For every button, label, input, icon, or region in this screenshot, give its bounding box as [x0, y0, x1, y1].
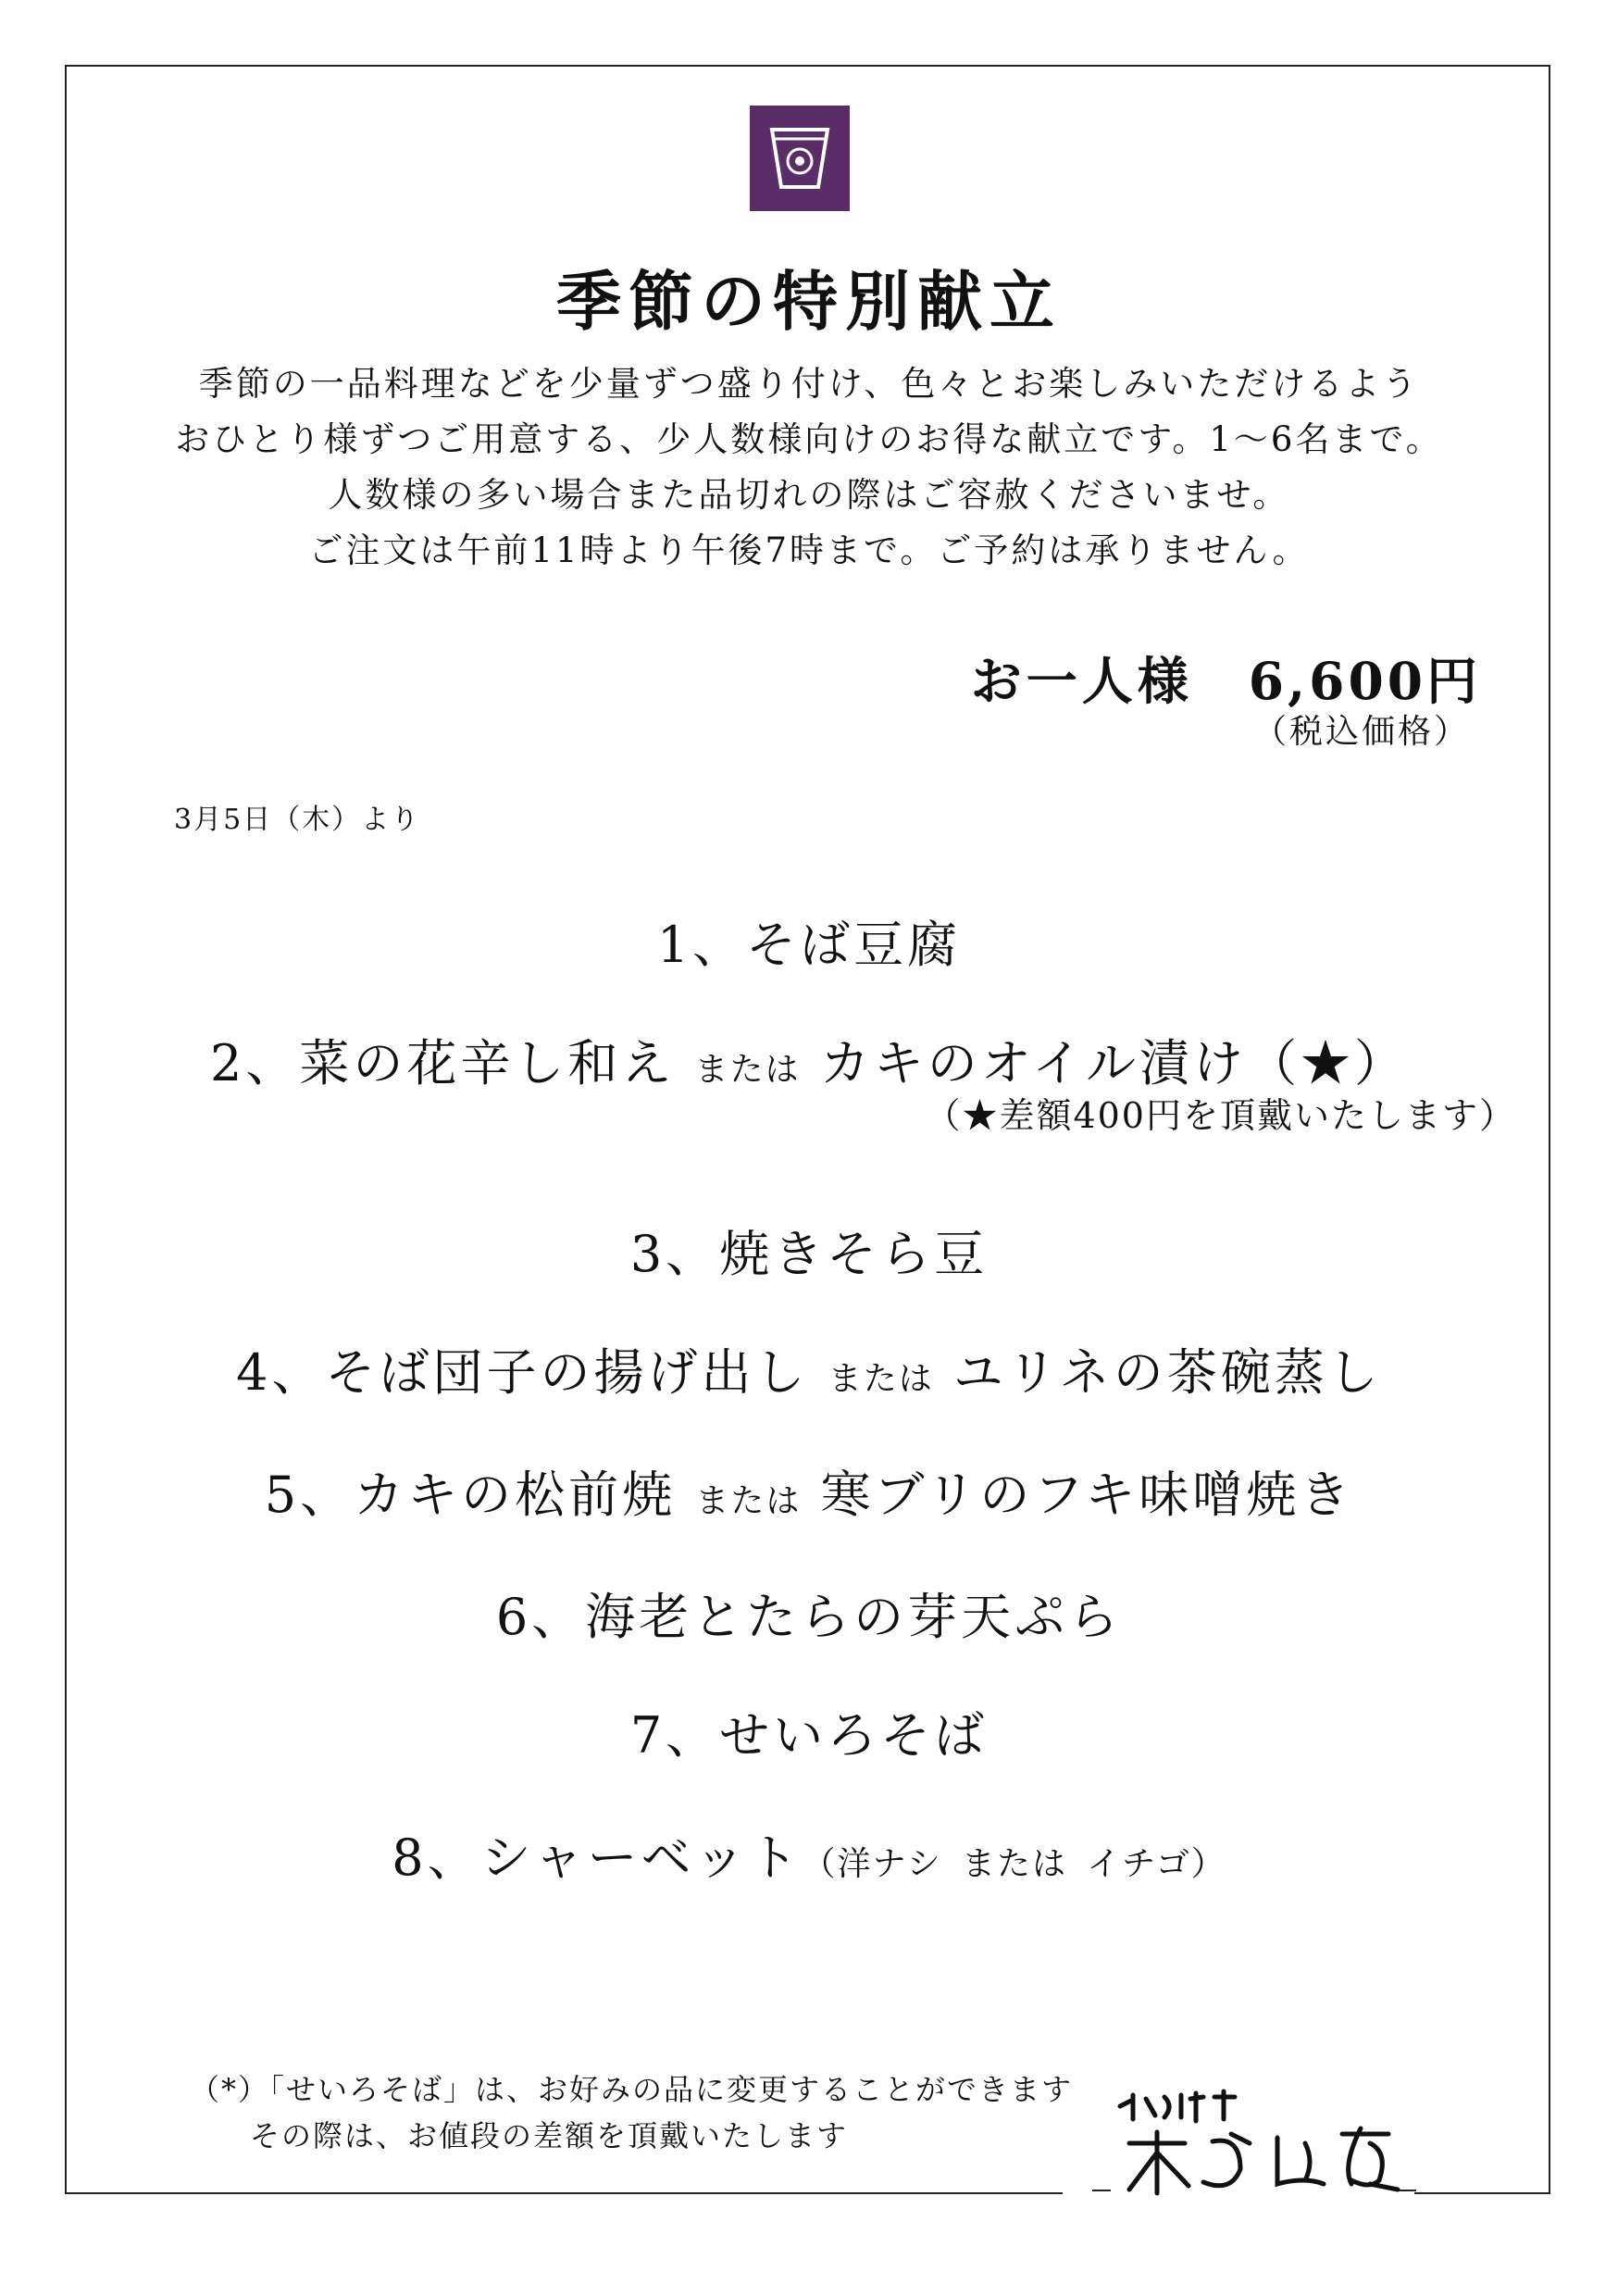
menu-item-4 — [0, 1333, 1618, 1404]
menu-number: 5、 — [264, 1466, 355, 1524]
price-line — [971, 641, 1481, 714]
menu-item-7 — [0, 1696, 1618, 1767]
menu-item-6 — [0, 1578, 1618, 1649]
menu-number: 6、 — [495, 1588, 586, 1646]
menu-dish: 海老とたらの芽天ぷら — [585, 1588, 1123, 1646]
menu-connector: または — [695, 1482, 802, 1520]
menu-item-1 — [0, 905, 1618, 977]
shop-signature-icon — [1092, 2088, 1416, 2208]
menu-number: 8、 — [392, 1828, 481, 1887]
menu-dish-alt: カキのオイル漬け（★） — [819, 1034, 1409, 1092]
footnote-line-2: その際は、お値段の差額を頂戴いたします — [250, 2118, 849, 2153]
menu-dish: せいろそば — [719, 1706, 989, 1765]
menu-connector: または — [694, 1051, 801, 1089]
menu-dish: カキの松前焼 — [354, 1466, 677, 1524]
menu-connector: または — [828, 1360, 934, 1398]
menu-option-open: （洋ナシ — [802, 1845, 942, 1883]
intro-line-2: おひとり様ずつご用意する、少人数様向けのお得な献立です。1〜6名まで。 — [175, 419, 1443, 459]
intro-line-3: 人数様の多い場合また品切れの際はご容赦くださいませ。 — [328, 475, 1290, 515]
menu-dish-alt: ユリネの茶碗蒸し — [952, 1343, 1382, 1402]
menu-dish: そば団子の揚げ出し — [325, 1343, 809, 1402]
menu-item-8 — [0, 1818, 1618, 1890]
menu-dish: 菜の花辛し和え — [299, 1034, 676, 1092]
menu-item-3 — [0, 1215, 1618, 1286]
menu-connector: または — [961, 1845, 1067, 1883]
surcharge-note: （★差額400円を頂戴いたします） — [925, 1095, 1516, 1136]
page-title: 季節の特別献立 — [556, 263, 1062, 340]
menu-number: 2、 — [209, 1034, 300, 1092]
price-amount: 6,600円 — [1248, 651, 1481, 711]
menu-dish-alt: 寒ブリのフキ味噌焼き — [820, 1466, 1354, 1524]
menu-dish: そば豆腐 — [746, 916, 962, 974]
menu-number: 3、 — [629, 1225, 720, 1283]
menu-option-close: イチゴ） — [1087, 1845, 1226, 1883]
menu-number: 7、 — [629, 1706, 720, 1765]
menu-number: 4、 — [236, 1343, 326, 1402]
menu-item-2 — [0, 1024, 1618, 1095]
crest-logo-icon — [750, 106, 850, 211]
price-label: お一人様 — [970, 651, 1193, 711]
menu-dish: シャーベット — [480, 1828, 803, 1887]
intro-line-1: 季節の一品料理などを少量ずつ盛り付け、色々とお楽しみいただけるよう — [198, 364, 1420, 404]
menu-dish: 焼きそら豆 — [719, 1225, 989, 1283]
tax-note: （税込価格） — [1252, 713, 1470, 751]
footnote-line-1: （*）「せいろそば」は、お好みの品に変更することができます — [190, 2072, 1074, 2107]
menu-item-5 — [0, 1455, 1618, 1527]
menu-number: 1、 — [656, 916, 747, 974]
effective-date: 3月5日（木）より — [174, 804, 421, 836]
intro-line-4: ご注文は午前11時より午後7時まで。ご予約は承りません。 — [308, 530, 1310, 570]
